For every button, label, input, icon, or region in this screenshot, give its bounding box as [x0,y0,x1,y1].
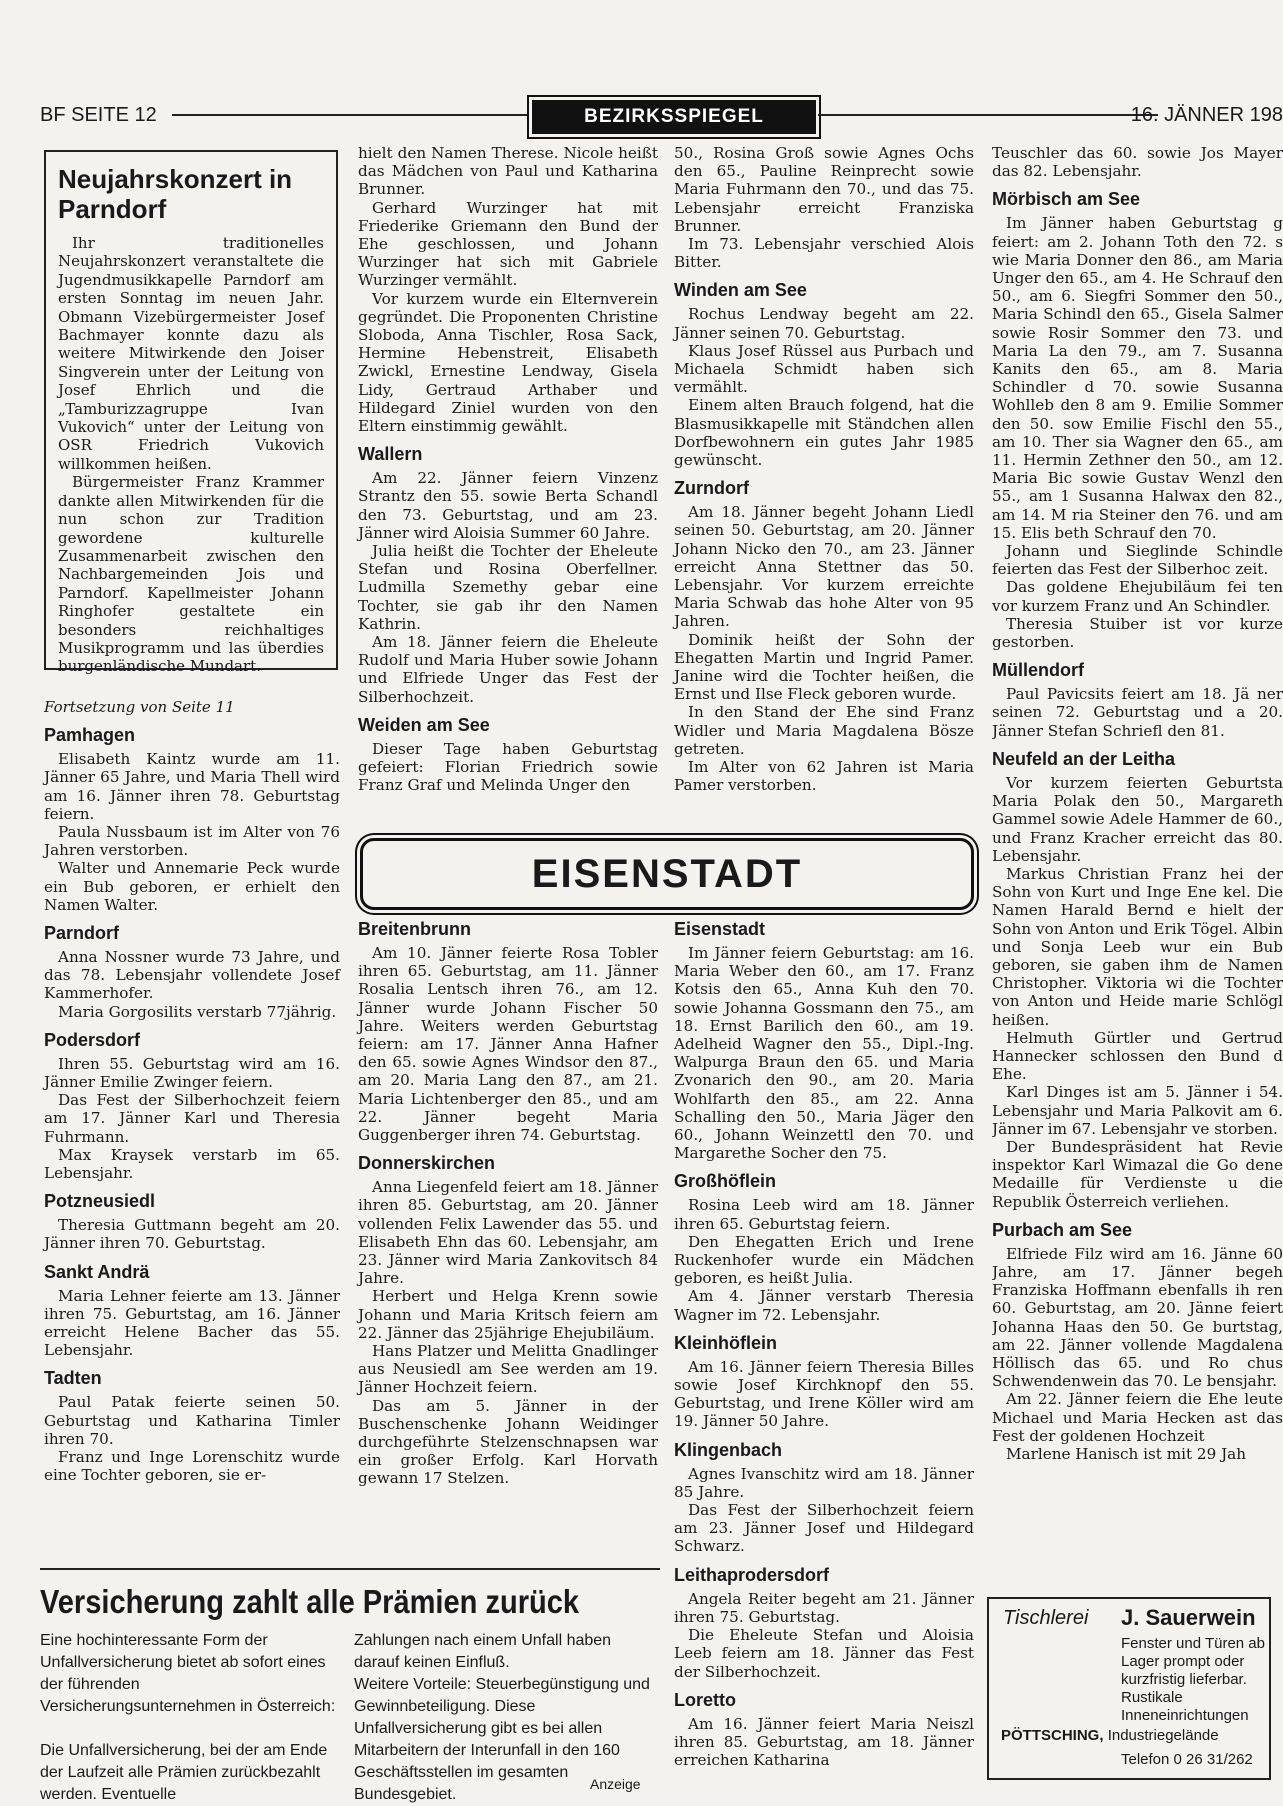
town-heading: Sankt Andrä [44,1261,150,1282]
town-heading: Weiden am See [358,714,490,735]
town-heading: Loretto [674,1689,736,1710]
news-item: Am 16. Jänner feiern Theresia Billes sowie Josef Kirchknopf den 55. Geburtstag, und Irene Köller wird am 19. Jänner 50 Jahre. [674,1357,974,1431]
news-item: Am 18. Jänner begeht Johann Liedl seinen 50. Geburtstag, am 20. Jänner Johann Nicko den 70., am 23. Jänner erreicht Anna Stettner das 50. Lebensjahr. Vor kurzem erreichte Maria Schwab das hohe Alter von 95 Jahren. [674,503,974,631]
header-rule-left [172,114,527,116]
section-badge: BEZIRKSSPIEGEL [532,100,816,134]
news-item: Vor kurzem feierten Geburtsta Maria Polak den 50., Margareth Gammel sowie Adele Hammer de 60., und Franz Kracher erreicht das 80. Lebensjahr. [992,773,1283,865]
news-item: Am 22. Jänner feiern die Ehe leute Michael und Maria Hecken ast das Fest der goldenen Hochzeit [992,1390,1283,1445]
news-item: Herbert und Helga Krenn sowie Johann und Maria Kritsch feiern am 22. Jänner das 25jährige Ehejubiläum. [358,1287,658,1342]
news-item: Am 18. Jänner feiern die Eheleute Rudolf und Maria Huber sowie Johann und Elfriede Unger das Fest der Silberhochzeit. [358,633,658,706]
ad-headline: Versicherung zahlt alle Prämien zurück [40,1583,580,1620]
news-item: Gerhard Wurzinger hat mit Friederike Griemann den Bund der Ehe geschlossen, und Johann Wurzinger hat sich mit Gabriele Wurzinger vermählt. [358,198,658,290]
news-item: Theresia Guttmann begeht am 20. Jänner ihren 70. Geburtstag. [44,1216,340,1253]
ad-divider [40,1568,660,1570]
ad-business-type: Tischlerei [1003,1607,1089,1629]
news-item: Das Fest der Silberhochzeit feiern am 23. Jänner Josef und Hildegard Schwarz. [674,1501,974,1556]
header-rule-right [818,114,1158,116]
ad-town: PÖTTSCHING, [1001,1727,1104,1744]
column-5 [358,910,658,1488]
town-heading: Pamhagen [44,725,136,746]
page-header [40,100,1283,134]
news-item: 50., Rosina Groß sowie Agnes Ochs den 65., Pauline Reinprecht sowie Maria Fuhrmann den 70., und das 75. Lebensjahr erreicht Franziska Brunner. [674,144,974,235]
news-item: Rochus Lendway begeht am 22. Jänner seinen 70. Geburtstag. [674,305,974,342]
news-item: Johann und Sieglinde Schindle feierten das Fest der Silberhoc zeit. [992,542,1283,579]
article-paragraph: Ihr traditionelles Neujahrskonzert veranstaltete die Jugendmusikkapelle Parndorf am ersten Sonntag im neuen Jahr. Obmann Vizebürgermeister Josef Bachmayer konnte dazu als weitere Mitwirkende den Joiser Singverein unter der Leitung von Josef Ehrlich und die „Tamburizzagruppe Ivan Vukovich“ unter der Leitung von OSR Friedrich Vukovich willkommen heißen. [58,234,324,473]
news-item: Am 22. Jänner feiern Vinzenz Strantz den 55. sowie Berta Schandl den 73. Geburtstag, und am 23. Jänner wird Aloisia Summer 60 Jahre. [358,469,658,542]
news-item: Anna Nossner wurde 73 Jahre, und das 78. Lebensjahr vollendete Josef Kammerhofer. [44,948,340,1003]
news-item: Das am 5. Jänner in der Buschenschenke Johann Weidinger durchgeführte Stelzenschnapsen war ein großer Erfolg. Karl Horvath gewann 17 Stelzen. [358,1396,658,1488]
column-6 [674,910,974,1800]
ad-phone: Telefon 0 26 31/262 [1121,1751,1253,1768]
news-item: Helmuth Gürtler und Gertrud Hannecker schlossen den Bund d Ehe. [992,1028,1283,1084]
news-item: Im Jänner feiern Geburtstag: am 16. Maria Weber den 60., am 17. Franz Kotsis den 65., Anna Kuh den 70. sowie Johanna Gossmann den 75., am 18. Ernst Barilich den 60., am 19. Adelheid Wagner den 55., Dipl.-Ing. Walpurga Braun den 65. und Maria Zvonarich den 90., am 20. Maria Wohlfarth den 85., am 22. Anna Schalling den 50., Maria Jäger den 60., Johann Weinzettl den 70. und Margarethe Socher den 75. [674,944,974,1163]
town-heading: Müllendorf [992,660,1084,681]
town-heading: Neufeld an der Leitha [992,748,1176,769]
town-heading: Parndorf [44,923,120,944]
town-heading: Purbach am See [992,1219,1133,1240]
news-item: hielt den Namen Therese. Nicole heißt das Mädchen von Paul und Katharina Brunner. [358,144,658,199]
news-item: Einem alten Brauch folgend, hat die Blasmusikkapelle mit Ständchen allen Dorfbewohnern ein gutes Jahr 1985 gewünscht. [674,396,974,470]
news-item: Walter und Annemarie Peck wurde ein Bub geboren, er erhielt den Namen Walter. [44,859,340,914]
column-4 [992,144,1283,1584]
ad-paragraph: Eine hochinteressante Form der Unfallversicherung bietet ab sofort eines der führenden Versicherungsunternehmen in Österreich: [40,1632,336,1715]
town-heading: Kleinhöflein [674,1332,777,1353]
town-heading: Klingenbach [674,1439,783,1460]
column-1 [44,690,340,1485]
town-heading: Mörbisch am See [992,189,1141,210]
town-heading: Podersdorf [44,1029,141,1050]
ad-business-name: J. Sauerwein [1121,1605,1256,1630]
eisenstadt-banner: EISENSTADT [360,838,974,910]
news-item: Den Ehegatten Erich und Irene Ruckenhofer wurde ein Mädchen geboren, es heißt Julia. [674,1232,974,1288]
news-item: Anna Liegenfeld feiert am 18. Jänner ihren 85. Geburtstag, am 20. Jänner vollenden Felix Lawender das 55. und Elisabeth Ehn das 60. Lebensjahr, am 23. Jänner wird Maria Zankovitsch 84 Jahre. [358,1178,658,1288]
news-item: Elfriede Filz wird am 16. Jänne 60 Jahre, am 17. Jänner begeh Franziska Hoffmann ebenfalls ih ren 60. Geburtstag, am 20. Jänne feiert Johanna Haas den 50. Ge burtstag, am 22. Jänner vollende Magdalena Höllisch das 65. und Ro chus Schwendenwein das 70. Le bensjahr. [992,1244,1283,1391]
news-item: Der Bundespräsident hat Revie inspektor Karl Wimazal die Go dene Medaille für Verdienste u die Republik Österreich verliehen. [992,1137,1283,1211]
town-heading: Breitenbrunn [358,919,472,939]
news-item: Marlene Hanisch ist mit 29 Jah [1006,1445,1247,1463]
news-item: Maria Lehner feierte am 13. Jänner ihren 75. Geburtstag, am 16. Jänner erreicht Helene Bacher das 55. Lebensjahr. [44,1286,340,1360]
ad-paragraph: Zahlungen nach einem Unfall haben darauf keinen Einfluß. [354,1632,612,1671]
issue-date: 16. JÄNNER 198 [1130,104,1283,126]
town-heading: Winden am See [674,280,807,301]
town-heading: Tadten [44,1368,102,1389]
concert-article-title: Neujahrskonzert in Parndorf [58,164,293,224]
news-item: Theresia Stuiber ist vor kurze gestorben. [992,614,1283,652]
news-item: Agnes Ivanschitz wird am 18. Jänner 85 Jahre. [674,1464,974,1501]
concert-article-box [44,150,338,676]
ad-address: Industriegelände [1107,1727,1219,1744]
column-2 [358,144,658,795]
news-item: Maria Gorgosilits verstarb 77jährig. [58,1002,337,1021]
news-item: Das goldene Ehejubiläum fei ten vor kurzem Franz und An Schindler. [992,578,1283,615]
ad-location [1001,1727,1219,1744]
ad-paragraph: Weitere Vorteile: Steuerbegünstigung und Gewinnbeteiligung. Diese Unfallversicherung gibt es bei allen Mitarbeitern der Interunfall in den 160 Geschäftsstellen im gesamten Bundesgebiet. [354,1676,650,1803]
news-item: Max Kraysek verstarb im 65. Lebensjahr. [44,1145,340,1183]
news-item: Im Jänner haben Geburtstag g feiert: am 2. Johann Toth den 72. s wie Maria Donner den 86., am Maria Unger den 65., am 4. He Schrauf den 50., am 6. Siegfri Sommer den 50., Maria Schindl den 65., Gisela Salmer sowie Rosir Sommer den 73. und Maria La den 79., am 7. Susanna Kanits den 65., am 8. Maria Schindler d 70. sowie Susanna Wohlleb den 8 am 9. Emilie Sommer den 50. sow Emilie Fischl den 55., am 10. Ther sia Wagner den 65., am 11. Hermin Zethner den 50., am 12. Maria Bic sowie Gustav Wenzl den 55., am 1 Susanna Halwax den 82., am 14. M ria Steiner den 76. und am 15. Elis beth Schrauf den 70. [992,214,1283,542]
ad-label: Anzeige [590,1776,641,1792]
news-item: Vor kurzem wurde ein Elternverein gegründet. Die Proponenten Christine Sloboda, Anna Tischler, Rosa Sack, Hermine Hebenstreit, Elisabeth Zwickl, Ernestine Lendway, Gisela Lidy, Gertraud Arthaber und Hildegard Ziniel wurden von den Eltern einstimmig gewählt. [358,289,658,436]
town-heading: Donnerskirchen [358,1153,496,1174]
town-heading: Leithaprodersdorf [674,1564,830,1585]
news-item: Markus Christian Franz hei der Sohn von Kurt und Inge Ene kel. Die Namen Harald Bernd e hielt der Sohn von Anton und Erik Tögel. Albin und Sonja Leeb wur ein Bub geboren, sie gaben ihm de Namen Christopher. Viktoria wi die Tochter von Anton und Heide marie Schlögl heißen. [992,864,1283,1029]
news-item: Ihren 55. Geburtstag wird am 16. Jänner Emilie Zwinger feiern. [44,1054,340,1092]
news-item: Angela Reiter begeht am 21. Jänner ihren 75. Geburtstag. [674,1589,974,1626]
town-heading: Wallern [358,444,423,465]
news-item: In den Stand der Ehe sind Franz Widler und Maria Magdalena Bösze getreten. [674,703,974,758]
column-3 [674,144,974,795]
news-item: Elisabeth Kaintz wurde am 11. Jänner 65 Jahre, und Maria Thell wird am 16. Jänner ihren 78. Geburtstag feiern. [44,750,340,823]
news-item: Hans Platzer und Melitta Gnadlinger aus Neusiedl am See werden am 19. Jänner Hochzeit feiern. [358,1342,658,1397]
news-item: Die Eheleute Stefan und Aloisia Leeb feiern am 18. Jänner das Fest der Silberhochzeit. [674,1626,974,1681]
news-item: Rosina Leeb wird am 18. Jänner ihren 65. Geburtstag feiern. [674,1196,974,1233]
news-item: Dieser Tage haben Geburtstag gefeiert: Florian Friedrich sowie Franz Graf und Melinda Unger den [358,739,658,795]
news-item: Franz und Inge Lorenschitz wurde eine Tochter geboren, sie er- [44,1448,340,1485]
news-item: Klaus Josef Rüssel aus Purbach und Michaela Schmidt haben sich vermählt. [674,341,974,397]
continuation-note: Fortsetzung von Seite 11 [44,698,235,716]
news-item: Am 16. Jänner feiert Maria Neiszl ihren 85. Geburtstag, am 18. Jänner erreichen Katharina [674,1714,974,1770]
article-paragraph: Bürgermeister Franz Krammer dankte allen Mitwirkenden für die nun schon zur Tradition gewordene kulturelle Zusammenarbeit zwischen den Nachbargemeinden Jois und Parndorf. Kapellmeister Johann Ringhofer gestaltete ein besonders reichhaltiges Musikprogramm und las überdies burgenländische Mundart. [58,473,324,676]
news-item: Am 10. Jänner feierte Rosa Tobler ihren 65. Geburtstag, am 11. Jänner Rosalia Lentsch ihren 76., am 12. Jänner wurde Johann Fischer 50 Jahre. Weiters werden Geburtstag feiern: am 17. Jänner Anna Hafner den 65. sowie Agnes Windsor den 87., am 20. Maria Lang den 87., am 21. Maria Lichtenberger den 85., und am 22. Jänner begeht Maria Guggenberger ihren 74. Geburtstag. [358,944,658,1145]
tischlerei-ad [987,1597,1271,1780]
news-item: Julia heißt die Tochter der Eheleute Stefan und Rosina Oberfellner. Ludmilla Szemethy gebar eine Tochter, sie gab ihr den Namen Kathrin. [358,542,658,633]
news-item: Im 73. Lebensjahr verschied Alois Bitter. [674,235,974,272]
news-item: Paul Patak feierte seinen 50. Geburtstag und Katharina Timler ihren 70. [44,1393,340,1448]
town-heading: Eisenstadt [674,919,766,939]
page-number: BF SEITE 12 [40,104,157,126]
news-item: Teuschler das 60. sowie Jos Mayer das 82. Lebensjahr. [992,144,1283,181]
ad-column-a [40,1630,336,1806]
town-heading: Zurndorf [674,478,749,499]
news-item: Paula Nussbaum ist im Alter von 76 Jahren verstorben. [44,823,340,860]
news-item: Paul Pavicsits feiert am 18. Jä ner seinen 72. Geburtstag und a 20. Jänner Stefan Schriefl den 81. [992,685,1283,740]
news-item: Am 4. Jänner verstarb Theresia Wagner im 72. Lebensjahr. [674,1287,974,1324]
news-item: Im Alter von 62 Jahren ist Maria Pamer verstorben. [674,758,974,795]
ad-paragraph: Die Unfallversicherung, bei der am Ende der Laufzeit alle Prämien zurückbezahlt werden. Eventuelle [40,1742,328,1803]
town-heading: Potzneusiedl [44,1191,156,1212]
news-item: Das Fest der Silberhochzeit feiern am 17. Jänner Karl und Theresia Fuhrmann. [44,1091,340,1146]
ad-description: Fenster und Türen ab Lager prompt oder kurzfristig lieferbar. Rustikale Inneneinrichtungen [1121,1635,1265,1724]
news-item: Karl Dinges ist am 5. Jänner i 54. Lebensjahr und Maria Palkovit am 6. Jänner im 67. Lebensjahr ve storben. [992,1083,1283,1138]
news-item: Dominik heißt der Sohn der Ehegatten Martin und Ingrid Pamer. Janine wird die Tochter heißen, die Ernst und Ilse Fleck geboren wurde. [674,630,974,704]
town-heading: Großhöflein [674,1171,776,1192]
